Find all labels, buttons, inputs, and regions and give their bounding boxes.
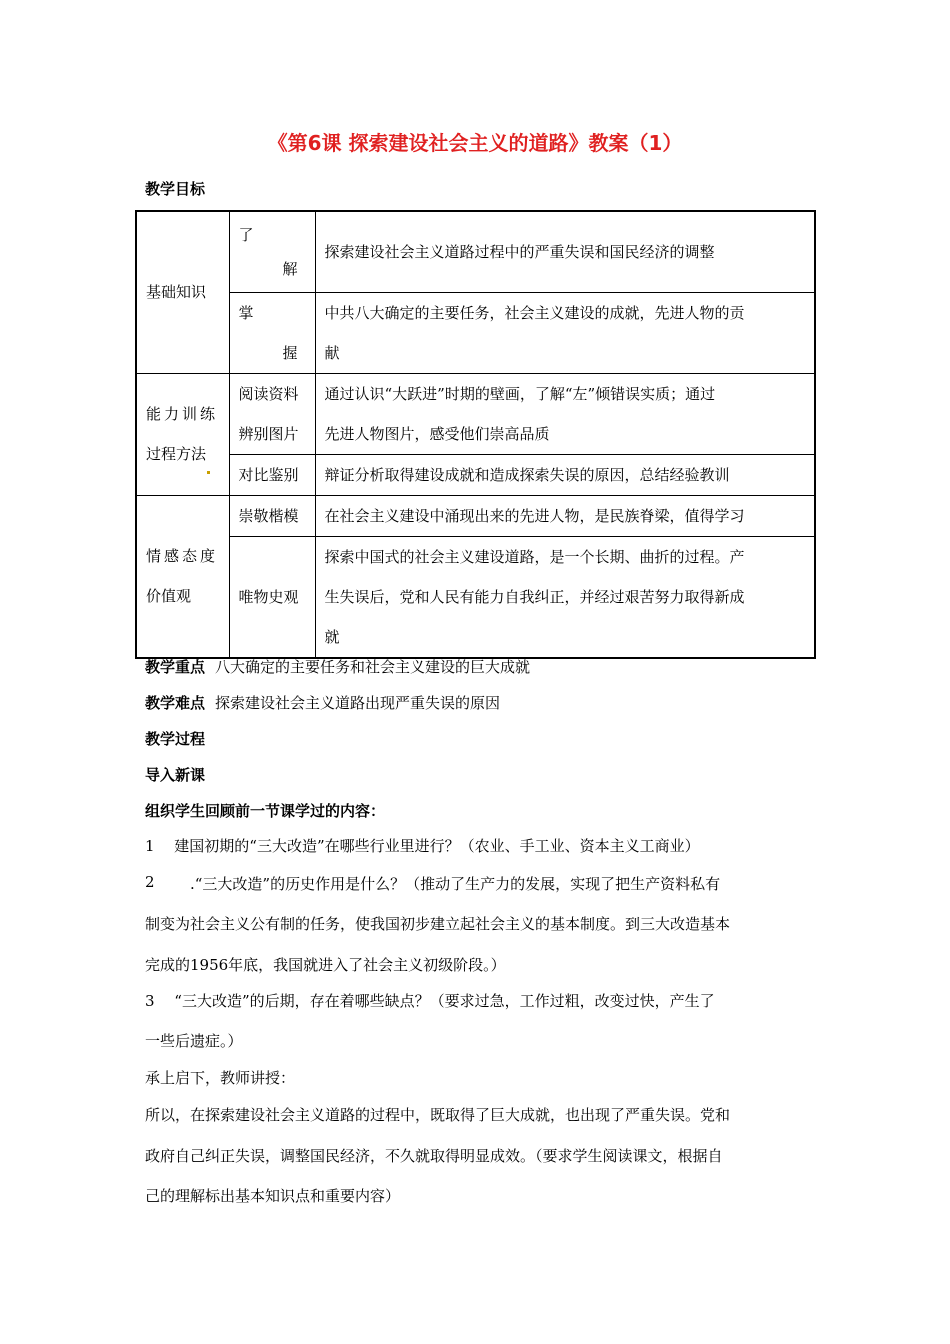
question-2-number: 2 [145, 873, 155, 891]
group-label-ability: 能力训练 过程方法 [136, 373, 229, 495]
key-point: 教学重点 八大确定的主要任务和社会主义建设的巨大成就 [145, 658, 531, 676]
body-paragraph-line: 己的理解标出基本知识点和重要内容） [145, 1187, 401, 1205]
body-paragraph-line: 政府自己纠正失误，调整国民经济，不久就取得明显成效。（要求学生阅读课文，根据自 [145, 1147, 723, 1165]
group-label-basic: 基础知识 [136, 211, 229, 373]
question-1: 1 建国初期的“三大改造”在哪些行业里进行？（农业、手工业、资本主义工商业） [145, 837, 700, 855]
cell-read-text: 通过认识“大跃进”时期的壁画，了解“左”倾错误实质；通过 先进人物图片，感受他们崇高品质 [315, 373, 815, 454]
table-row [136, 373, 815, 454]
objectives-table [135, 210, 816, 659]
transition-text: 承上启下，教师讲授： [145, 1069, 296, 1087]
question-3-line: 3 “三大改造”的后期，存在着哪些缺点？（要求过急，工作过粗，改变过快，产生了 [145, 992, 715, 1010]
sub-label-respect: 崇敬楷模 [229, 495, 315, 536]
cell-materialism-text: 探索中国式的社会主义建设道路，是一个长期、曲折的过程。产 生失误后，党和人民有能力自我纠正，并经过艰苦努力取得新成 就 [315, 536, 815, 658]
question-3-line: 一些后遗症。） [145, 1032, 243, 1050]
sub-label-master: 掌 握 [229, 292, 315, 373]
table-row [136, 211, 815, 292]
review-heading: 组织学生回顾前一节课学过的内容： [145, 802, 386, 820]
cell-respect-text: 在社会主义建设中涌现出来的先进人物，是民族脊梁，值得学习 [315, 495, 815, 536]
table-row [136, 495, 815, 536]
sub-label-understand: 了 解 [229, 211, 315, 292]
question-2-line: .“三大改造”的历史作用是什么？（推动了生产力的发展，实现了把生产资料私有 [190, 875, 721, 893]
difficulty: 教学难点 探索建设社会主义道路出现严重失误的原因 [145, 694, 501, 712]
cell-compare-text: 辩证分析取得建设成就和造成探索失误的原因，总结经验教训 [315, 454, 815, 495]
group-label-emotion: 情感态度 价值观 [136, 495, 229, 658]
cell-understand-text: 探索建设社会主义道路过程中的严重失误和国民经济的调整 [315, 211, 815, 292]
body-paragraph-line: 所以，在探索建设社会主义道路的过程中，既取得了巨大成就，也出现了严重失误。党和 [145, 1106, 731, 1124]
process-heading: 教学过程 [145, 730, 206, 748]
question-2-line: 完成的1956年底，我国就进入了社会主义初级阶段。） [145, 956, 506, 974]
cell-master-text: 中共八大确定的主要任务，社会主义建设的成就，先进人物的贡 献 [315, 292, 815, 373]
intro-heading: 导入新课 [145, 766, 206, 784]
table-row [136, 292, 815, 373]
page-title: 《第6课 探索建设社会主义的道路》教案（1） [267, 131, 683, 155]
objectives-heading: 教学目标 [145, 180, 206, 198]
sub-label-compare: 对比鉴别 [229, 454, 315, 495]
question-2-line: 制变为社会主义公有制的任务，使我国初步建立起社会主义的基本制度。到三大改造基本 [145, 915, 731, 933]
table-row [136, 454, 815, 495]
sub-label-read: 阅读资料 辨别图片 [229, 373, 315, 454]
table-row [136, 536, 815, 658]
sub-label-materialism: 唯物史观 [229, 536, 315, 658]
